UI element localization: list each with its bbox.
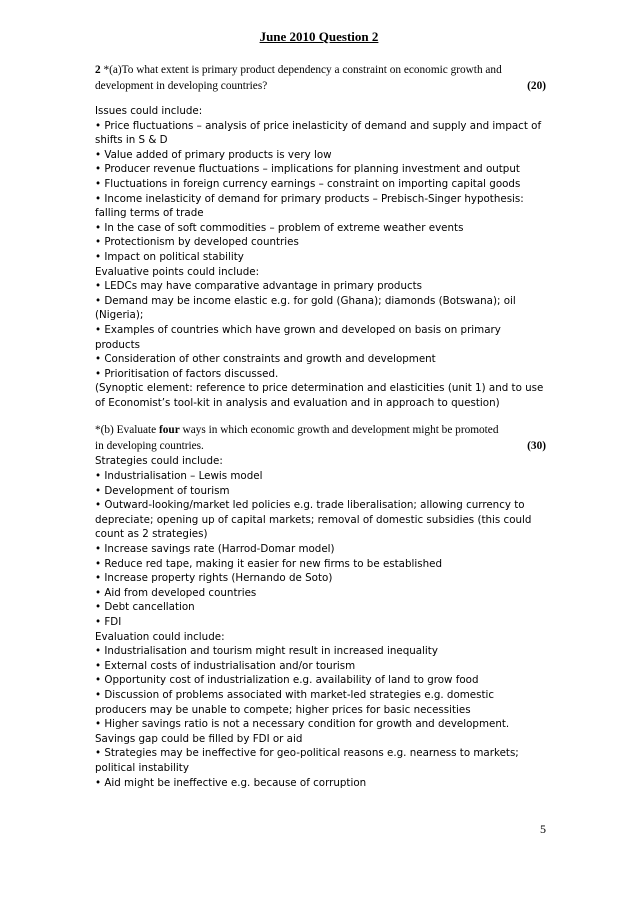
evaluation-section bbox=[95, 630, 546, 791]
question-b-post: ways in which economic growth and development might be promoted bbox=[179, 424, 499, 437]
list-item: • Aid from developed countries bbox=[95, 586, 257, 599]
list-item: • Reduce red tape, making it easier for new firms to be established bbox=[95, 557, 443, 570]
issues-heading: Issues could include: bbox=[95, 105, 203, 117]
strategies-heading: Strategies could include: bbox=[95, 455, 223, 468]
question-a bbox=[95, 62, 546, 94]
page-content bbox=[95, 62, 546, 790]
list-item: • Income inelasticity of demand for primary products – Prebisch-Singer hypothesis: falling terms of trade bbox=[95, 192, 524, 220]
list-item: • Examples of countries which have grown and developed on basis on primary products bbox=[95, 323, 501, 351]
list-item: • Protectionism by developed countries bbox=[95, 236, 299, 249]
issues-section bbox=[95, 104, 546, 265]
evaluative-heading: Evaluative points could include: bbox=[95, 265, 260, 278]
synoptic-section bbox=[95, 381, 546, 410]
strategies-section bbox=[95, 454, 546, 629]
list-item: • Industrialisation – Lewis model bbox=[95, 470, 263, 483]
synoptic-note: (Synoptic element: reference to price determination and elasticities (unit 1) and to use of Economist’s tool-kit in analysis and evaluation and in approach to question) bbox=[95, 382, 544, 409]
question-a-line1: *(a)To what extent is primary product dependency a constraint on economic growth and bbox=[103, 64, 502, 76]
evaluation-heading: Evaluation could include: bbox=[95, 630, 225, 643]
list-item: • Consideration of other constraints and growth and development bbox=[95, 353, 436, 366]
question-b-line2: in developing countries. bbox=[95, 440, 204, 453]
question-b-bold: four bbox=[159, 424, 180, 437]
list-item: • Opportunity cost of industrialization e.g. availability of land to grow food bbox=[95, 674, 479, 687]
question-a-marks: (20) bbox=[527, 80, 546, 92]
page-title: June 2010 Question 2 bbox=[259, 29, 379, 44]
list-item: • Strategies may be ineffective for geo-political reasons e.g. nearness to markets; political instability bbox=[95, 747, 519, 774]
list-item: • Increase savings rate (Harrod-Domar model) bbox=[95, 543, 335, 556]
list-item: • Aid might be ineffective e.g. because of corruption bbox=[95, 776, 367, 789]
list-item: • External costs of industrialisation and/or tourism bbox=[95, 659, 356, 672]
list-item: • Producer revenue fluctuations – implications for planning investment and output bbox=[95, 163, 520, 176]
list-item: • Discussion of problems associated with market-led strategies e.g. domestic producers may be unable to compete; higher prices for basic necessities bbox=[95, 688, 495, 716]
list-item: • Increase property rights (Hernando de Soto) bbox=[95, 572, 333, 585]
page-number: 5 bbox=[540, 822, 546, 836]
list-item: • Higher savings ratio is not a necessary condition for growth and development. Savings gap could be filled by FDI or aid bbox=[95, 718, 510, 745]
list-item: • In the case of soft commodities – problem of extreme weather events bbox=[95, 221, 464, 234]
list-item: • LEDCs may have comparative advantage in primary products bbox=[95, 280, 423, 293]
list-item: • Impact on political stability bbox=[95, 250, 244, 263]
list-item: • Development of tourism bbox=[95, 484, 230, 497]
evaluative-section bbox=[95, 265, 546, 382]
question-number: 2 bbox=[95, 64, 101, 76]
list-item: • Fluctuations in foreign currency earnings – constraint on importing capital goods bbox=[95, 177, 521, 190]
list-item: • FDI bbox=[95, 616, 122, 628]
list-item: • Demand may be income elastic e.g. for gold (Ghana); diamonds (Botswana); oil (Nigeria); bbox=[95, 294, 516, 322]
question-b-pre: *(b) Evaluate bbox=[95, 424, 159, 437]
list-item: • Price fluctuations – analysis of price inelasticity of demand and supply and impact of shifts in S & D bbox=[95, 119, 542, 147]
list-item: • Debt cancellation bbox=[95, 601, 195, 614]
question-b bbox=[95, 422, 546, 454]
question-a-line2: development in developing countries? bbox=[95, 80, 268, 92]
list-item: • Industrialisation and tourism might result in increased inequality bbox=[95, 645, 438, 658]
list-item: • Value added of primary products is very low bbox=[95, 148, 332, 161]
list-item: • Outward-looking/market led policies e.g. trade liberalisation; allowing currency to depreciate; opening up of capital markets; removal of domestic subsidies (this could count as 2 strategies) bbox=[95, 499, 532, 541]
question-b-marks: (30) bbox=[527, 440, 546, 453]
list-item: • Prioritisation of factors discussed. bbox=[95, 367, 279, 380]
